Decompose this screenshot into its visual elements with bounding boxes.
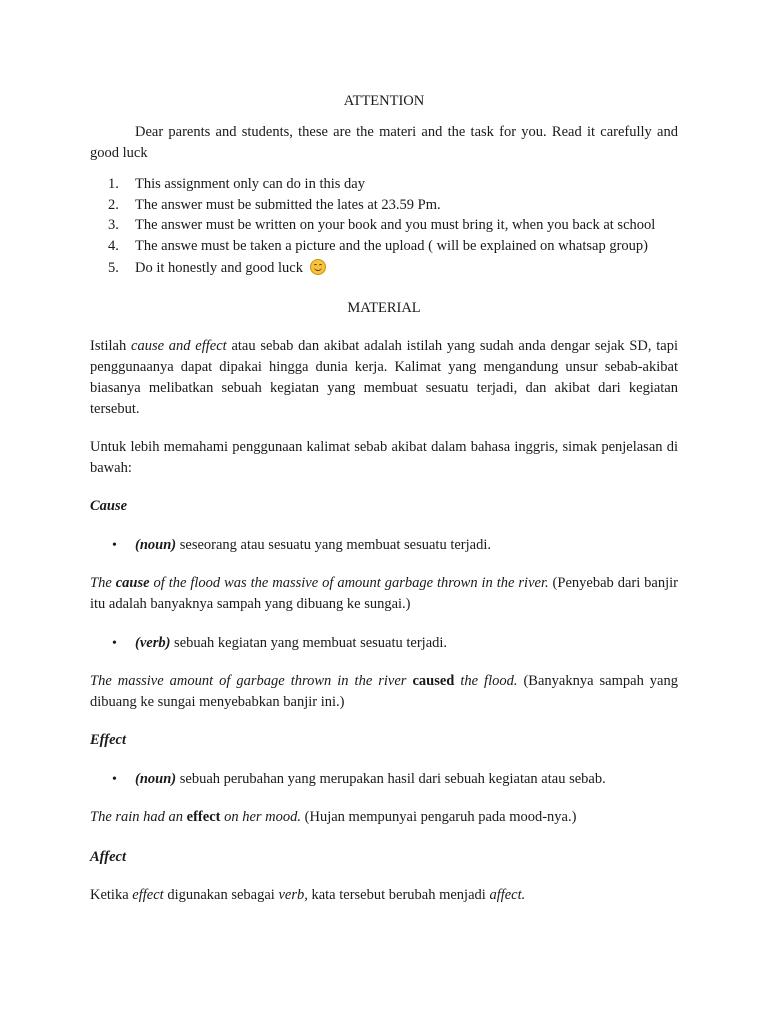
cause-example-1: The cause of the flood was the massive of amount garbage thrown in the river. (Penyebab dari banjir itu adalah banyaknya sampah yang dibuang ke sungai.) — [90, 575, 678, 612]
cause-example-2: The massive amount of garbage thrown in the river caused the flood. (Banyaknya sampah yang dibuang ke sungai menyebabkan banjir ini.) — [90, 673, 678, 710]
bullet-icon: • — [112, 636, 117, 651]
effect-noun-item: • (noun) sebuah perubahan yang merupakan hasil dari sebuah kegiatan atau sebab. — [0, 769, 768, 790]
effect-heading: Effect — [90, 732, 126, 748]
effect-example-1: The rain had an effect on her mood. (Hujan mempunyai pengaruh pada mood-nya.) — [90, 809, 577, 825]
list-item: 2. The answer must be submitted the lates at 23.59 Pm. — [108, 197, 441, 213]
smiling-face-icon — [310, 259, 326, 275]
cause-noun-item: • (noun) seseorang atau sesuatu yang membuat sesuatu terjadi. — [0, 535, 768, 556]
material-paragraph-2: Untuk lebih memahami penggunaan kalimat sebab akibat dalam bahasa inggris, simak penjelasan di bawah: — [90, 439, 678, 476]
material-paragraph-1: Istilah cause and effect atau sebab dan akibat adalah istilah yang sudah anda dengar sejak SD, tapi penggunaanya dapat dipakai hingga dunia kerja. Kalimat yang mengandung unsur sebab-akibat biasanya melibatkan sebuah kegiatan yang membuat sesuatu terjadi, dan akibat dari kegiatan tersebut. — [90, 338, 678, 417]
attention-title: ATTENTION — [343, 93, 425, 109]
affect-paragraph: Ketika effect digunakan sebagai verb, kata tersebut berubah menjadi affect. — [90, 887, 526, 903]
bullet-icon: • — [112, 538, 117, 553]
list-item: 4. The answe must be taken a picture and the upload ( will be explained on whatsap group) — [108, 238, 648, 254]
bullet-icon: • — [112, 772, 117, 787]
intro-paragraph: Dear parents and students, these are the materi and the task for you. Read it carefully and good luck — [90, 124, 678, 161]
list-item: 3. The answer must be written on your book and you must bring it, when you back at school — [108, 217, 656, 233]
list-item: 1. This assignment only can do in this day — [108, 176, 365, 192]
cause-verb-item: • (verb) sebuah kegiatan yang membuat sesuatu terjadi. — [0, 633, 768, 654]
material-title: MATERIAL — [347, 300, 421, 316]
list-item: 5. Do it honestly and good luck — [0, 258, 768, 279]
cause-heading: Cause — [90, 498, 128, 514]
affect-heading: Affect — [90, 849, 126, 865]
